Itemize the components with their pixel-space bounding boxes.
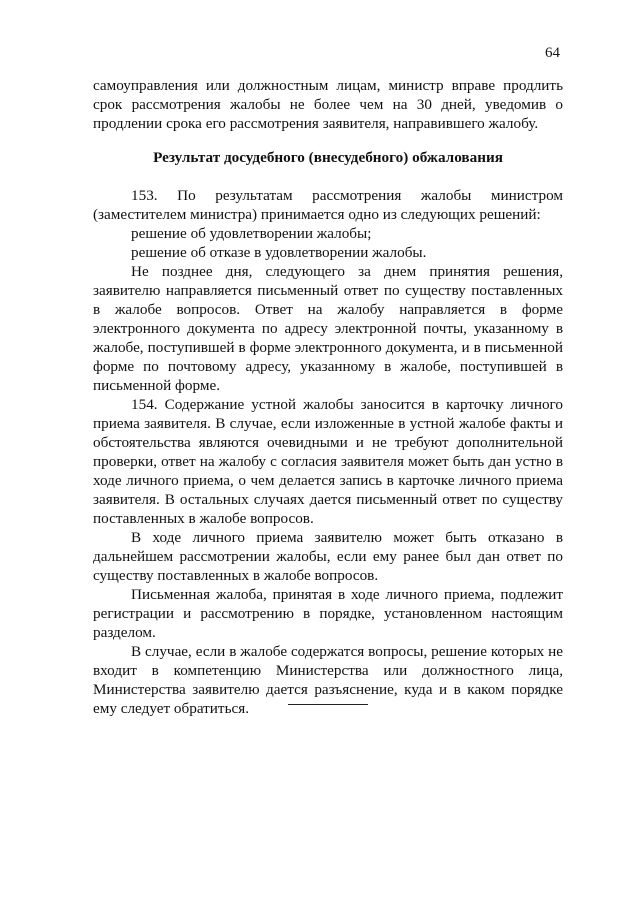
end-divider (288, 704, 368, 705)
page-number: 64 (545, 45, 560, 61)
section-heading: Результат досудебного (внесудебного) обжалования (153, 149, 503, 166)
decision-option-refuse: решение об отказе в удовлетворении жалобы. (131, 244, 427, 261)
paragraph-continuation: самоуправления или должностным лицам, министр вправе продлить срок рассмотрения жалобы не более чем на 30 дней, уведомив о продлении срока его рассмотрения заявителя, направившего жалобу. (93, 77, 563, 132)
paragraph-154: 154. Содержание устной жалобы заносится в карточку личного приема заявителя. В случае, если изложенные в устной жалобе факты и обстоятельства являются очевидными и не требуют дополнительной проверки, ответ на жалобу с согласия заявителя может быть дан устно в ходе личного приема, о чем делается запись в карточке личного приема заявителя. В остальных случаях дается письменный ответ по существу поставленных в жалобе вопросов. (93, 396, 563, 527)
document-body (93, 76, 563, 718)
decision-option-satisfy: решение об удовлетворении жалобы; (131, 225, 372, 242)
paragraph-refusal: В ходе личного приема заявителю может быть отказано в дальнейшем рассмотрении жалобы, если ему ранее был дан ответ по существу поставленных в жалобе вопросов. (93, 529, 563, 584)
paragraph-response-deadline: Не позднее дня, следующего за днем принятия решения, заявителю направляется письменный ответ по существу поставленных в жалобе вопросов. Ответ на жалобу направляется в форме электронного документа по адресу электронной почты, указанному в жалобе, поступившей в форме электронного документа, и в письменной форме по почтовому адресу, указанному в жалобе, поступившей в письменной форме. (93, 263, 563, 394)
paragraph-153: 153. По результатам рассмотрения жалобы министром (заместителем министра) принимается одно из следующих решений: (93, 187, 563, 223)
paragraph-competence: В случае, если в жалобе содержатся вопросы, решение которых не входит в компетенцию Министерства или должностного лица, Министерства заявителю дается разъяснение, куда и в каком порядке ему следует обратиться. (93, 643, 563, 717)
paragraph-written-complaint: Письменная жалоба, принятая в ходе личного приема, подлежит регистрации и рассмотрению в порядке, установленном настоящим разделом. (93, 586, 563, 641)
